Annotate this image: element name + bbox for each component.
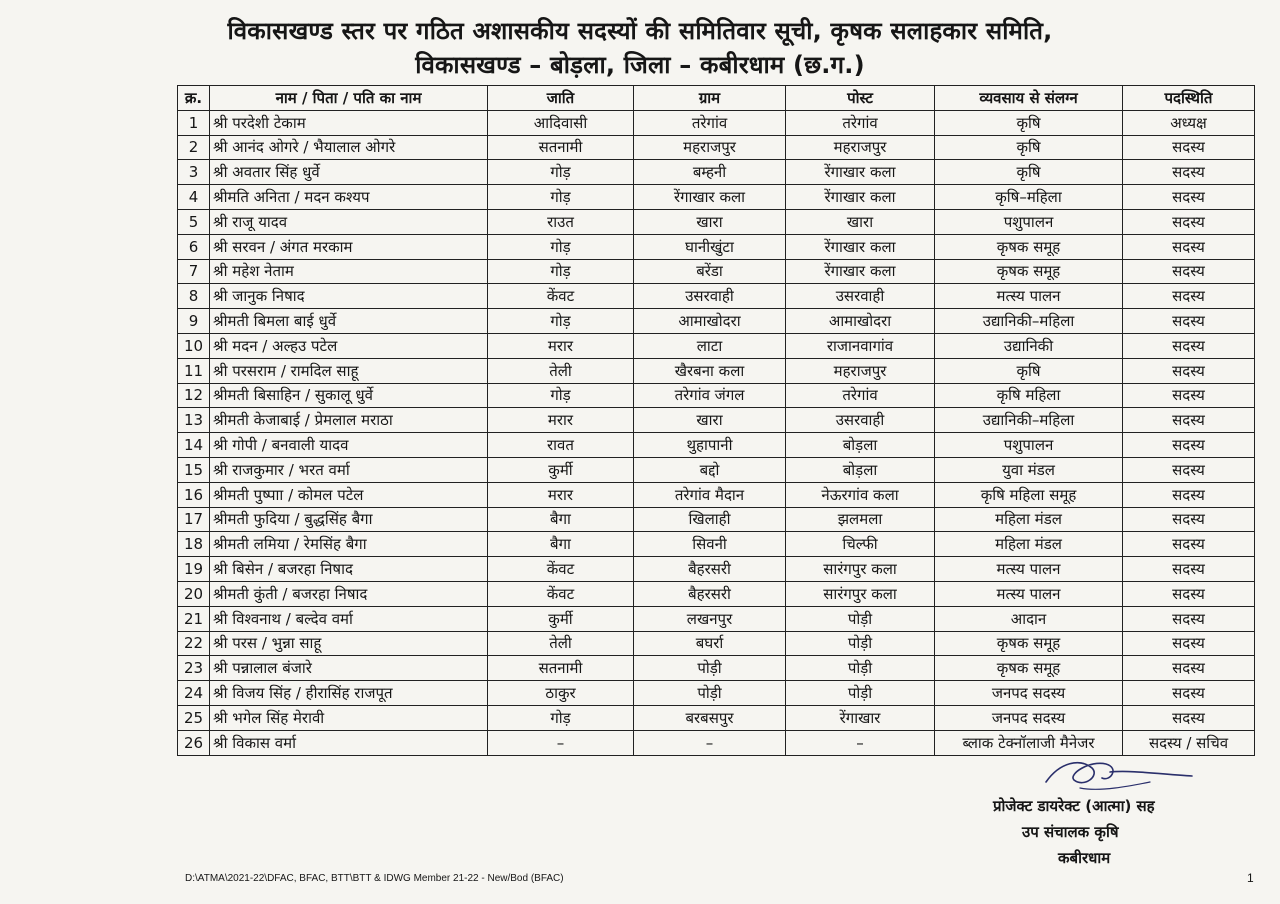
col-occupation-cell: युवा मंडल bbox=[935, 457, 1123, 482]
col-serial-cell: 19 bbox=[178, 557, 210, 582]
table-row bbox=[178, 383, 1255, 408]
table-row bbox=[178, 160, 1255, 185]
col-post-cell: – bbox=[786, 730, 935, 755]
col-village-cell: पोड़ी bbox=[634, 656, 786, 681]
col-occupation-cell: उद्यानिकी–महिला bbox=[935, 309, 1123, 334]
col-village-cell: पोड़ी bbox=[634, 681, 786, 706]
col-position-cell: सदस्य bbox=[1123, 135, 1255, 160]
col-post-cell: आमाखोदरा bbox=[786, 309, 935, 334]
col-post-cell: रेंगाखार कला bbox=[786, 160, 935, 185]
table-row bbox=[178, 234, 1255, 259]
col-occupation-cell: कृषि महिला bbox=[935, 383, 1123, 408]
col-name-cell: श्री परस / भुन्ना साहू bbox=[210, 631, 488, 656]
col-post-cell: तरेगांव bbox=[786, 383, 935, 408]
col-position-cell: सदस्य bbox=[1123, 234, 1255, 259]
col-name-cell: श्री परसराम / रामदिल साहू bbox=[210, 358, 488, 383]
col-serial-cell: 20 bbox=[178, 581, 210, 606]
page-number: 1 bbox=[1247, 871, 1254, 885]
col-name-cell: श्री सरवन / अंगत मरकाम bbox=[210, 234, 488, 259]
col-caste-cell: गोड़ bbox=[488, 705, 634, 730]
col-occupation-cell: कृषक समूह bbox=[935, 656, 1123, 681]
col-village-cell: घानीखुंटा bbox=[634, 234, 786, 259]
col-serial-cell: 3 bbox=[178, 160, 210, 185]
col-position-cell: अध्यक्ष bbox=[1123, 110, 1255, 135]
file-path-footer: D:\ATMA\2021-22\DFAC, BFAC, BTT\BTT & IDWG Member 21-22 - New/Bod (BFAC) bbox=[185, 873, 564, 884]
col-serial-cell: 9 bbox=[178, 309, 210, 334]
col-name-cell: श्रीमती फुदिया / बुद्धसिंह बैगा bbox=[210, 507, 488, 532]
col-village-cell: खिलाही bbox=[634, 507, 786, 532]
col-occupation-cell: जनपद सदस्य bbox=[935, 705, 1123, 730]
table-row bbox=[178, 185, 1255, 210]
col-post-cell: महराजपुर bbox=[786, 358, 935, 383]
col-serial-cell: 24 bbox=[178, 681, 210, 706]
col-serial-cell: 11 bbox=[178, 358, 210, 383]
col-position-cell: सदस्य bbox=[1123, 681, 1255, 706]
col-occupation-cell: महिला मंडल bbox=[935, 507, 1123, 532]
document-title-line-2: विकासखण्ड – बोड़ला, जिला – कबीरधाम (छ.ग.) bbox=[415, 51, 865, 79]
column-header-occupation: व्यवसाय से संलग्न bbox=[935, 86, 1123, 111]
col-name-cell: श्री पन्नालाल बंजारे bbox=[210, 656, 488, 681]
col-name-cell: श्री विजय सिंह / हीरासिंह राजपूत bbox=[210, 681, 488, 706]
col-post-cell: रेंगाखार bbox=[786, 705, 935, 730]
col-position-cell: सदस्य bbox=[1123, 457, 1255, 482]
col-name-cell: श्री गोपी / बनवाली यादव bbox=[210, 433, 488, 458]
col-village-cell: थुहापानी bbox=[634, 433, 786, 458]
table-row bbox=[178, 135, 1255, 160]
col-position-cell: सदस्य bbox=[1123, 408, 1255, 433]
table-row bbox=[178, 507, 1255, 532]
col-serial-cell: 10 bbox=[178, 333, 210, 358]
col-village-cell: बद्दो bbox=[634, 457, 786, 482]
col-caste-cell: बैगा bbox=[488, 532, 634, 557]
col-name-cell: श्रीमति अनिता / मदन कश्यप bbox=[210, 185, 488, 210]
col-position-cell: सदस्य / सचिव bbox=[1123, 730, 1255, 755]
col-caste-cell: बैगा bbox=[488, 507, 634, 532]
col-post-cell: पोड़ी bbox=[786, 606, 935, 631]
table-row bbox=[178, 532, 1255, 557]
col-caste-cell: सतनामी bbox=[488, 135, 634, 160]
col-position-cell: सदस्य bbox=[1123, 482, 1255, 507]
col-caste-cell: गोड़ bbox=[488, 259, 634, 284]
table-row bbox=[178, 110, 1255, 135]
col-serial-cell: 18 bbox=[178, 532, 210, 557]
col-caste-cell: गोड़ bbox=[488, 309, 634, 334]
col-name-cell: श्रीमती बिसाहिन / सुकालू धुर्वे bbox=[210, 383, 488, 408]
col-serial-cell: 6 bbox=[178, 234, 210, 259]
table-header-row bbox=[178, 86, 1255, 111]
col-village-cell: – bbox=[634, 730, 786, 755]
col-post-cell: पोड़ी bbox=[786, 631, 935, 656]
col-position-cell: सदस्य bbox=[1123, 581, 1255, 606]
col-position-cell: सदस्य bbox=[1123, 259, 1255, 284]
col-position-cell: सदस्य bbox=[1123, 631, 1255, 656]
column-header-caste: जाति bbox=[488, 86, 634, 111]
col-name-cell: श्री राजू यादव bbox=[210, 209, 488, 234]
col-caste-cell: कुर्मी bbox=[488, 606, 634, 631]
col-position-cell: सदस्य bbox=[1123, 309, 1255, 334]
col-occupation-cell: मत्स्य पालन bbox=[935, 557, 1123, 582]
col-caste-cell: मरार bbox=[488, 333, 634, 358]
col-serial-cell: 17 bbox=[178, 507, 210, 532]
col-village-cell: आमाखोदरा bbox=[634, 309, 786, 334]
col-name-cell: श्री अवतार सिंह धुर्वे bbox=[210, 160, 488, 185]
col-position-cell: सदस्य bbox=[1123, 383, 1255, 408]
col-occupation-cell: कृषि bbox=[935, 160, 1123, 185]
col-name-cell: श्री भगेल सिंह मेरावी bbox=[210, 705, 488, 730]
col-village-cell: तरेगांव bbox=[634, 110, 786, 135]
column-header-serial: क्र. bbox=[178, 86, 210, 111]
col-occupation-cell: आदान bbox=[935, 606, 1123, 631]
col-position-cell: सदस्य bbox=[1123, 209, 1255, 234]
col-caste-cell: मरार bbox=[488, 408, 634, 433]
col-position-cell: सदस्य bbox=[1123, 532, 1255, 557]
signatory-designation-line-1: प्रोजेक्ट डायरेक्ट (आत्मा) सह bbox=[993, 797, 1155, 815]
col-post-cell: तरेगांव bbox=[786, 110, 935, 135]
col-serial-cell: 21 bbox=[178, 606, 210, 631]
col-village-cell: खैरबना कला bbox=[634, 358, 786, 383]
col-post-cell: उसरवाही bbox=[786, 408, 935, 433]
col-serial-cell: 26 bbox=[178, 730, 210, 755]
col-occupation-cell: पशुपालन bbox=[935, 433, 1123, 458]
col-serial-cell: 13 bbox=[178, 408, 210, 433]
table-row bbox=[178, 333, 1255, 358]
col-caste-cell: मरार bbox=[488, 482, 634, 507]
col-serial-cell: 14 bbox=[178, 433, 210, 458]
col-name-cell: श्री परदेशी टेकाम bbox=[210, 110, 488, 135]
col-occupation-cell: पशुपालन bbox=[935, 209, 1123, 234]
col-position-cell: सदस्य bbox=[1123, 284, 1255, 309]
col-position-cell: सदस्य bbox=[1123, 705, 1255, 730]
col-name-cell: श्री मदन / अल्हउ पटेल bbox=[210, 333, 488, 358]
table-row bbox=[178, 433, 1255, 458]
column-header-name: नाम / पिता / पति का नाम bbox=[210, 86, 488, 111]
column-header-post: पोस्ट bbox=[786, 86, 935, 111]
col-village-cell: महराजपुर bbox=[634, 135, 786, 160]
col-occupation-cell: मत्स्य पालन bbox=[935, 581, 1123, 606]
table-row bbox=[178, 631, 1255, 656]
column-header-village: ग्राम bbox=[634, 86, 786, 111]
col-village-cell: तरेगांव मैदान bbox=[634, 482, 786, 507]
table-row bbox=[178, 358, 1255, 383]
col-serial-cell: 16 bbox=[178, 482, 210, 507]
col-post-cell: नेऊरगांव कला bbox=[786, 482, 935, 507]
col-occupation-cell: ब्लाक टेक्नॉलाजी मैनेजर bbox=[935, 730, 1123, 755]
col-occupation-cell: उद्यानिकी bbox=[935, 333, 1123, 358]
col-village-cell: बरबसपुर bbox=[634, 705, 786, 730]
col-village-cell: बरेंडा bbox=[634, 259, 786, 284]
col-occupation-cell: कृषक समूह bbox=[935, 234, 1123, 259]
col-occupation-cell: कृषि bbox=[935, 135, 1123, 160]
col-village-cell: बम्हनी bbox=[634, 160, 786, 185]
col-post-cell: रेंगाखार कला bbox=[786, 234, 935, 259]
col-position-cell: सदस्य bbox=[1123, 333, 1255, 358]
col-post-cell: उसरवाही bbox=[786, 284, 935, 309]
col-caste-cell: केंवट bbox=[488, 581, 634, 606]
table-row bbox=[178, 309, 1255, 334]
col-name-cell: श्री महेश नेताम bbox=[210, 259, 488, 284]
col-post-cell: पोड़ी bbox=[786, 681, 935, 706]
col-caste-cell: गोड़ bbox=[488, 383, 634, 408]
col-name-cell: श्री विश्वनाथ / बल्देव वर्मा bbox=[210, 606, 488, 631]
col-occupation-cell: कृषि महिला समूह bbox=[935, 482, 1123, 507]
col-position-cell: सदस्य bbox=[1123, 557, 1255, 582]
col-occupation-cell: जनपद सदस्य bbox=[935, 681, 1123, 706]
table-row bbox=[178, 557, 1255, 582]
col-name-cell: श्रीमती कुंती / बजरहा निषाद bbox=[210, 581, 488, 606]
col-occupation-cell: कृषक समूह bbox=[935, 631, 1123, 656]
col-village-cell: सिवनी bbox=[634, 532, 786, 557]
col-occupation-cell: मत्स्य पालन bbox=[935, 284, 1123, 309]
col-caste-cell: सतनामी bbox=[488, 656, 634, 681]
col-post-cell: पोड़ी bbox=[786, 656, 935, 681]
col-caste-cell: तेली bbox=[488, 358, 634, 383]
col-village-cell: खारा bbox=[634, 209, 786, 234]
table-row bbox=[178, 259, 1255, 284]
column-header-position: पदस्थिति bbox=[1123, 86, 1255, 111]
col-serial-cell: 23 bbox=[178, 656, 210, 681]
col-occupation-cell: कृषक समूह bbox=[935, 259, 1123, 284]
col-name-cell: श्री विकास वर्मा bbox=[210, 730, 488, 755]
table-row bbox=[178, 408, 1255, 433]
table-body bbox=[178, 110, 1255, 755]
col-name-cell: श्रीमती लमिया / रेमसिंह बैगा bbox=[210, 532, 488, 557]
col-position-cell: सदस्य bbox=[1123, 606, 1255, 631]
col-caste-cell: गोड़ bbox=[488, 160, 634, 185]
col-name-cell: श्रीमती बिमला बाई धुर्वे bbox=[210, 309, 488, 334]
table-row bbox=[178, 656, 1255, 681]
col-village-cell: बघर्रा bbox=[634, 631, 786, 656]
col-position-cell: सदस्य bbox=[1123, 433, 1255, 458]
col-village-cell: लाटा bbox=[634, 333, 786, 358]
signatory-office: कबीरधाम bbox=[1058, 849, 1111, 867]
table-row bbox=[178, 457, 1255, 482]
col-serial-cell: 5 bbox=[178, 209, 210, 234]
col-village-cell: बैहरसरी bbox=[634, 557, 786, 582]
col-serial-cell: 4 bbox=[178, 185, 210, 210]
col-name-cell: श्री आनंद ओगरे / भैयालाल ओगरे bbox=[210, 135, 488, 160]
col-caste-cell: – bbox=[488, 730, 634, 755]
col-caste-cell: केंवट bbox=[488, 284, 634, 309]
col-village-cell: उसरवाही bbox=[634, 284, 786, 309]
col-caste-cell: केंवट bbox=[488, 557, 634, 582]
col-serial-cell: 8 bbox=[178, 284, 210, 309]
col-name-cell: श्री बिसेन / बजरहा निषाद bbox=[210, 557, 488, 582]
table-row bbox=[178, 581, 1255, 606]
col-position-cell: सदस्य bbox=[1123, 358, 1255, 383]
col-serial-cell: 7 bbox=[178, 259, 210, 284]
signature-scribble-icon bbox=[1040, 752, 1200, 800]
col-village-cell: लखनपुर bbox=[634, 606, 786, 631]
col-occupation-cell: कृषि bbox=[935, 110, 1123, 135]
document-title-line-1: विकासखण्ड स्तर पर गठित अशासकीय सदस्यों की समितिवार सूची, कृषक सलाहकार समिति, bbox=[227, 17, 1053, 45]
col-name-cell: श्री राजकुमार / भरत वर्मा bbox=[210, 457, 488, 482]
col-position-cell: सदस्य bbox=[1123, 185, 1255, 210]
table-row bbox=[178, 606, 1255, 631]
col-caste-cell: गोड़ bbox=[488, 185, 634, 210]
col-village-cell: बैहरसरी bbox=[634, 581, 786, 606]
col-serial-cell: 12 bbox=[178, 383, 210, 408]
table-row bbox=[178, 681, 1255, 706]
col-name-cell: श्री जानुक निषाद bbox=[210, 284, 488, 309]
col-caste-cell: गोड़ bbox=[488, 234, 634, 259]
col-caste-cell: कुर्मी bbox=[488, 457, 634, 482]
col-post-cell: बोड़ला bbox=[786, 457, 935, 482]
col-name-cell: श्रीमती पुष्पाा / कोमल पटेल bbox=[210, 482, 488, 507]
col-village-cell: खारा bbox=[634, 408, 786, 433]
col-post-cell: सारंगपुर कला bbox=[786, 557, 935, 582]
col-post-cell: बोड़ला bbox=[786, 433, 935, 458]
table-row bbox=[178, 209, 1255, 234]
col-post-cell: खारा bbox=[786, 209, 935, 234]
table-row bbox=[178, 284, 1255, 309]
col-post-cell: रेंगाखार कला bbox=[786, 259, 935, 284]
col-occupation-cell: उद्यानिकी–महिला bbox=[935, 408, 1123, 433]
col-post-cell: झलमला bbox=[786, 507, 935, 532]
col-occupation-cell: महिला मंडल bbox=[935, 532, 1123, 557]
col-post-cell: महराजपुर bbox=[786, 135, 935, 160]
table-row bbox=[178, 705, 1255, 730]
col-post-cell: रेंगाखार कला bbox=[786, 185, 935, 210]
col-caste-cell: तेली bbox=[488, 631, 634, 656]
col-serial-cell: 25 bbox=[178, 705, 210, 730]
col-serial-cell: 22 bbox=[178, 631, 210, 656]
col-position-cell: सदस्य bbox=[1123, 507, 1255, 532]
col-serial-cell: 1 bbox=[178, 110, 210, 135]
col-caste-cell: रावत bbox=[488, 433, 634, 458]
col-serial-cell: 2 bbox=[178, 135, 210, 160]
signatory-designation-line-2: उप संचालक कृषि bbox=[1022, 823, 1119, 841]
col-post-cell: राजानवागांव bbox=[786, 333, 935, 358]
col-post-cell: चिल्फी bbox=[786, 532, 935, 557]
table-row bbox=[178, 482, 1255, 507]
col-serial-cell: 15 bbox=[178, 457, 210, 482]
col-position-cell: सदस्य bbox=[1123, 656, 1255, 681]
member-table bbox=[177, 85, 1255, 756]
col-caste-cell: ठाकुर bbox=[488, 681, 634, 706]
col-village-cell: रेंगाखार कला bbox=[634, 185, 786, 210]
col-village-cell: तरेगांव जंगल bbox=[634, 383, 786, 408]
col-name-cell: श्रीमती केजाबाई / प्रेमलाल मराठा bbox=[210, 408, 488, 433]
col-caste-cell: राउत bbox=[488, 209, 634, 234]
col-caste-cell: आदिवासी bbox=[488, 110, 634, 135]
col-post-cell: सारंगपुर कला bbox=[786, 581, 935, 606]
col-occupation-cell: कृषि bbox=[935, 358, 1123, 383]
col-position-cell: सदस्य bbox=[1123, 160, 1255, 185]
col-occupation-cell: कृषि–महिला bbox=[935, 185, 1123, 210]
